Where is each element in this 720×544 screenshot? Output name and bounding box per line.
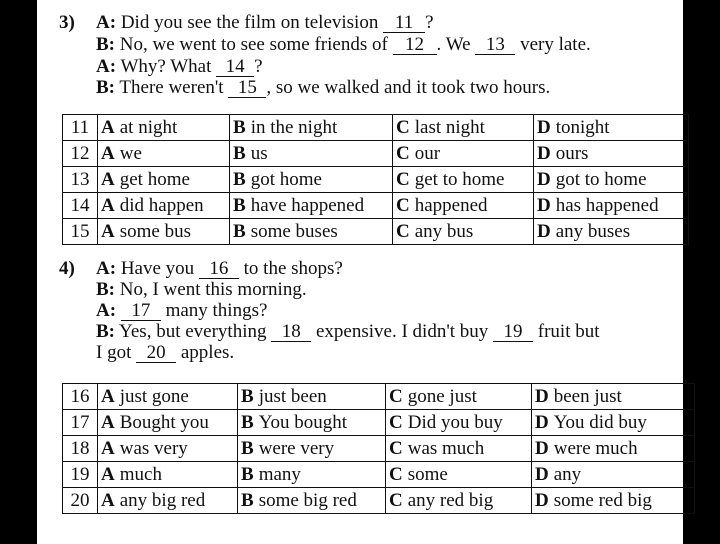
option-letter: C	[389, 412, 403, 433]
option-c[interactable]	[393, 193, 534, 219]
option-letter: C	[396, 169, 410, 190]
dialogue-text: to the shops?	[238, 258, 343, 279]
option-row	[63, 436, 695, 462]
dialogue-text: No, we went to see some friends of	[115, 34, 393, 55]
exercise-4-options-table	[62, 383, 695, 514]
option-letter: C	[396, 117, 410, 138]
dialogue-text: I got	[96, 342, 137, 363]
option-d[interactable]	[534, 141, 689, 167]
option-letter: C	[396, 195, 410, 216]
question-number: 20	[63, 488, 98, 514]
option-text: have happened	[250, 195, 365, 216]
option-letter: A	[101, 169, 115, 190]
option-letter: C	[389, 490, 403, 511]
option-c[interactable]	[393, 219, 534, 245]
answer-blank: 18	[271, 322, 311, 342]
answer-blank: 17	[121, 301, 161, 321]
option-letter: B	[233, 195, 246, 216]
option-letter: B	[233, 169, 246, 190]
speaker-label: A:	[96, 300, 117, 321]
exercise-3-options-table	[62, 114, 689, 245]
option-d[interactable]	[532, 462, 695, 488]
option-b[interactable]	[230, 115, 393, 141]
option-letter: A	[101, 464, 115, 485]
dialogue-text: . We	[436, 34, 476, 55]
option-c[interactable]	[386, 488, 532, 514]
option-letter: C	[389, 464, 403, 485]
option-c[interactable]	[386, 436, 532, 462]
option-letter: B	[233, 143, 246, 164]
dialogue-text: There weren't	[115, 77, 229, 98]
option-a[interactable]	[98, 219, 230, 245]
option-text: ours	[555, 143, 589, 164]
option-a[interactable]	[98, 115, 230, 141]
option-letter: D	[535, 464, 549, 485]
option-letter: A	[101, 143, 115, 164]
option-b[interactable]	[238, 384, 386, 410]
option-text: has happened	[555, 195, 659, 216]
option-text: any red big	[407, 490, 494, 511]
option-row	[63, 410, 695, 436]
speaker-label: B:	[96, 321, 115, 342]
answer-blank: 19	[493, 322, 533, 342]
option-c[interactable]	[393, 141, 534, 167]
dialogue-text: , so we walked and it took two hours.	[266, 77, 551, 98]
option-letter: B	[241, 386, 254, 407]
dialogue-text: Did you see the film on television	[116, 12, 384, 33]
option-text: got home	[250, 169, 322, 190]
option-text: been just	[553, 386, 622, 407]
dialogue-line	[96, 56, 263, 77]
option-text: at night	[119, 117, 178, 138]
option-text: any big red	[119, 490, 206, 511]
option-row	[63, 384, 695, 410]
option-letter: D	[537, 117, 551, 138]
answer-blank: 20	[136, 343, 176, 363]
question-number: 17	[63, 410, 98, 436]
option-a[interactable]	[98, 488, 238, 514]
dialogue-text: Why? What	[116, 56, 217, 77]
dialogue-line	[96, 12, 434, 33]
option-text: some red big	[553, 490, 652, 511]
option-row	[63, 219, 689, 245]
option-letter: B	[241, 490, 254, 511]
option-text: You did buy	[553, 412, 647, 433]
option-letter: B	[241, 412, 254, 433]
option-a[interactable]	[98, 410, 238, 436]
option-text: You bought	[258, 412, 348, 433]
answer-blank: 12	[393, 35, 437, 55]
option-row	[63, 167, 689, 193]
option-row	[63, 115, 689, 141]
option-row	[63, 462, 695, 488]
option-d[interactable]	[534, 115, 689, 141]
option-text: some bus	[119, 221, 191, 242]
option-c[interactable]	[386, 384, 532, 410]
option-text: us	[250, 143, 268, 164]
option-letter: D	[535, 386, 549, 407]
option-text: did happen	[119, 195, 204, 216]
dialogue-line	[96, 342, 234, 363]
dialogue-text: ?	[425, 12, 434, 33]
dialogue-line	[96, 34, 591, 55]
option-text: much	[119, 464, 162, 485]
option-letter: D	[537, 221, 551, 242]
option-text: happened	[414, 195, 488, 216]
dialogue-text: apples.	[176, 342, 235, 363]
option-letter: A	[101, 386, 115, 407]
answer-blank: 13	[475, 35, 515, 55]
question-number: 16	[63, 384, 98, 410]
option-text: in the night	[250, 117, 338, 138]
option-letter: A	[101, 221, 115, 242]
option-letter: B	[241, 438, 254, 459]
dialogue-line	[96, 300, 267, 321]
option-text: gone just	[407, 386, 477, 407]
answer-blank: 11	[383, 13, 425, 33]
option-letter: C	[396, 143, 410, 164]
option-letter: A	[101, 117, 115, 138]
question-number: 19	[63, 462, 98, 488]
option-b[interactable]	[230, 167, 393, 193]
option-a[interactable]	[98, 167, 230, 193]
dialogue-text: fruit but	[533, 321, 600, 342]
option-letter: D	[535, 412, 549, 433]
option-d[interactable]	[532, 410, 695, 436]
option-letter: D	[537, 169, 551, 190]
option-a[interactable]	[98, 193, 230, 219]
option-text: some	[407, 464, 448, 485]
option-d[interactable]	[532, 436, 695, 462]
option-text: any bus	[414, 221, 474, 242]
exercise-4-number: 4)	[59, 258, 75, 279]
option-b[interactable]	[230, 219, 393, 245]
speaker-label: A:	[96, 258, 117, 279]
speaker-label: B:	[96, 34, 115, 55]
option-d[interactable]	[532, 488, 695, 514]
dialogue-text: many things?	[160, 300, 268, 321]
question-number: 18	[63, 436, 98, 462]
option-text: last night	[414, 117, 485, 138]
option-a[interactable]	[98, 462, 238, 488]
option-text: our	[414, 143, 441, 164]
option-text: were much	[553, 438, 638, 459]
option-c[interactable]	[393, 167, 534, 193]
option-c[interactable]	[386, 462, 532, 488]
option-text: just gone	[119, 386, 189, 407]
option-b[interactable]	[230, 141, 393, 167]
dialogue-line	[96, 258, 343, 279]
option-text: any buses	[555, 221, 631, 242]
option-text: tonight	[555, 117, 610, 138]
option-letter: D	[535, 438, 549, 459]
option-text: were very	[258, 438, 335, 459]
option-text: some big red	[258, 490, 357, 511]
speaker-label: A:	[96, 56, 117, 77]
option-text: just been	[258, 386, 327, 407]
option-letter: A	[101, 195, 115, 216]
option-letter: A	[101, 438, 115, 459]
option-letter: D	[537, 143, 551, 164]
option-c[interactable]	[386, 410, 532, 436]
option-b[interactable]	[230, 193, 393, 219]
option-text: some buses	[250, 221, 338, 242]
option-row	[63, 141, 689, 167]
option-letter: C	[389, 438, 403, 459]
option-d[interactable]	[534, 219, 689, 245]
option-b[interactable]	[238, 436, 386, 462]
option-letter: C	[396, 221, 410, 242]
option-letter: B	[233, 221, 246, 242]
exercise-3-number: 3)	[59, 12, 75, 33]
option-text: Did you buy	[407, 412, 503, 433]
option-text: get home	[119, 169, 190, 190]
speaker-label: B:	[96, 77, 115, 98]
option-text: was much	[407, 438, 485, 459]
option-text: get to home	[414, 169, 505, 190]
question-number: 11	[63, 115, 98, 141]
answer-blank: 14	[216, 57, 254, 77]
question-number: 15	[63, 219, 98, 245]
dialogue-line	[96, 321, 600, 342]
option-a[interactable]	[98, 436, 238, 462]
option-letter: A	[101, 490, 115, 511]
option-text: we	[119, 143, 142, 164]
dialogue-line	[96, 77, 550, 98]
option-row	[63, 488, 695, 514]
dialogue-text: Yes, but everything	[115, 321, 272, 342]
option-d[interactable]	[532, 384, 695, 410]
dialogue-line	[96, 279, 307, 300]
option-letter: D	[537, 195, 551, 216]
option-d[interactable]	[534, 193, 689, 219]
option-letter: A	[101, 412, 115, 433]
option-text: Bought you	[119, 412, 209, 433]
answer-blank: 15	[228, 78, 266, 98]
option-letter: B	[233, 117, 246, 138]
option-b[interactable]	[238, 488, 386, 514]
option-b[interactable]	[238, 410, 386, 436]
option-d[interactable]	[534, 167, 689, 193]
answer-blank: 16	[199, 259, 239, 279]
question-number: 13	[63, 167, 98, 193]
dialogue-text: expensive. I didn't buy	[311, 321, 494, 342]
option-a[interactable]	[98, 141, 230, 167]
dialogue-text: ?	[254, 56, 263, 77]
dialogue-text: No, I went this morning.	[115, 279, 307, 300]
option-letter: D	[535, 490, 549, 511]
question-number: 14	[63, 193, 98, 219]
option-a[interactable]	[98, 384, 238, 410]
question-number: 12	[63, 141, 98, 167]
option-row	[63, 193, 689, 219]
option-text: was very	[119, 438, 188, 459]
option-letter: C	[389, 386, 403, 407]
speaker-label: A:	[96, 12, 117, 33]
dialogue-text: Have you	[116, 258, 199, 279]
option-letter: B	[241, 464, 254, 485]
option-text: got to home	[555, 169, 647, 190]
option-text: any	[553, 464, 582, 485]
speaker-label: B:	[96, 279, 115, 300]
option-b[interactable]	[238, 462, 386, 488]
option-text: many	[258, 464, 301, 485]
dialogue-text: very late.	[515, 34, 591, 55]
option-c[interactable]	[393, 115, 534, 141]
